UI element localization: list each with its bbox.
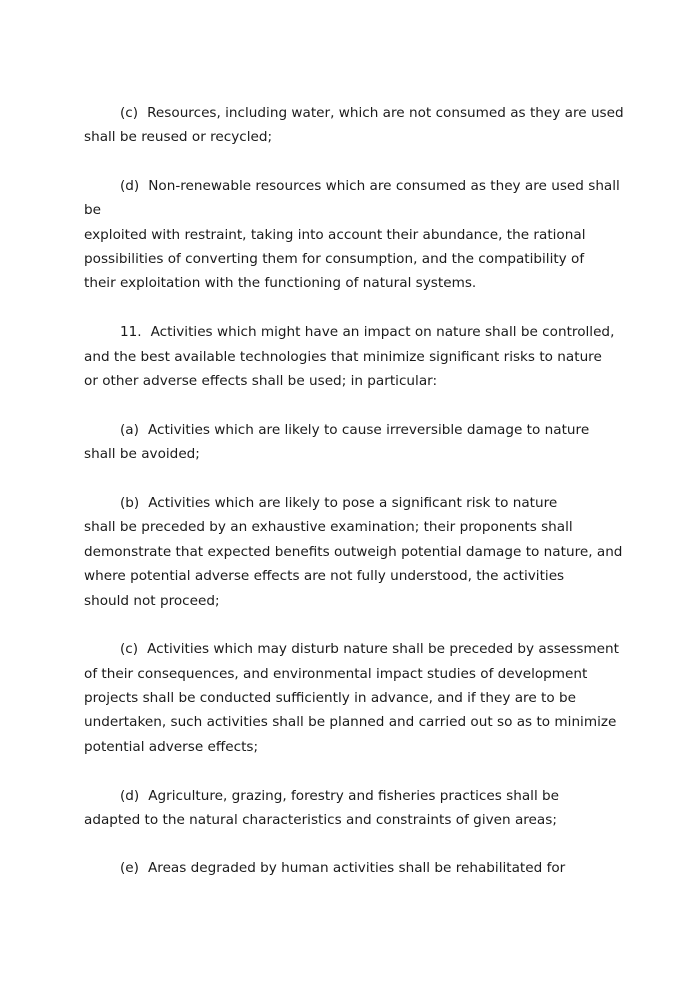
paragraph-line bbox=[120, 421, 589, 439]
paragraph-line: shall be preceded by an exhaustive examination; their proponents shall bbox=[84, 519, 573, 535]
paragraph-line: potential adverse effects; bbox=[84, 739, 259, 755]
paragraph-line: shall be reused or recycled; bbox=[84, 129, 273, 145]
paragraph-text: Areas degraded by human activities shall be rehabilitated for bbox=[147, 860, 566, 876]
paragraph-marker: (a) bbox=[120, 422, 139, 438]
paragraph-text: Resources, including water, which are not consumed as they are used bbox=[147, 105, 624, 121]
paragraph-line: should not proceed; bbox=[84, 593, 220, 609]
paragraph-text: Activities which may disturb nature shall be preceded by assessment bbox=[147, 641, 619, 657]
paragraph-line bbox=[120, 494, 557, 512]
paragraph-line bbox=[120, 104, 624, 122]
paragraph-line: projects shall be conducted sufficiently in advance, and if they are to be bbox=[84, 690, 576, 706]
paragraph-line bbox=[120, 640, 619, 658]
paragraph-text: Activities which are likely to cause irreversible damage to nature bbox=[147, 422, 590, 438]
paragraph-line: be bbox=[84, 202, 101, 218]
paragraph-line bbox=[120, 787, 559, 805]
paragraph-line bbox=[120, 859, 565, 877]
paragraph-line bbox=[120, 323, 614, 341]
paragraph-line: adapted to the natural characteristics and constraints of given areas; bbox=[84, 812, 557, 828]
paragraph-marker: (d) bbox=[120, 788, 140, 804]
paragraph-line: possibilities of converting them for consumption, and the compatibility of bbox=[84, 251, 585, 267]
paragraph-line: their exploitation with the functioning of natural systems. bbox=[84, 275, 477, 291]
paragraph-line: demonstrate that expected benefits outweigh potential damage to nature, and bbox=[84, 544, 623, 560]
paragraph-line: of their consequences, and environmental impact studies of development bbox=[84, 666, 588, 682]
paragraph-text: Agriculture, grazing, forestry and fisheries practices shall be bbox=[148, 788, 560, 804]
paragraph-line bbox=[120, 177, 620, 195]
paragraph-line: shall be avoided; bbox=[84, 446, 200, 462]
paragraph-marker: 11. bbox=[120, 324, 142, 340]
paragraph-marker: (c) bbox=[120, 105, 139, 121]
paragraph-line: and the best available technologies that minimize significant risks to nature bbox=[84, 349, 602, 365]
paragraph-marker: (b) bbox=[120, 495, 140, 511]
paragraph-line: where potential adverse effects are not fully understood, the activities bbox=[84, 568, 565, 584]
paragraph-line: exploited with restraint, taking into account their abundance, the rational bbox=[84, 227, 586, 243]
paragraph-text: Non-renewable resources which are consumed as they are used shall bbox=[148, 178, 620, 194]
paragraph-marker: (e) bbox=[120, 860, 139, 876]
paragraph-marker: (c) bbox=[120, 641, 139, 657]
paragraph-line: or other adverse effects shall be used; in particular: bbox=[84, 373, 438, 389]
paragraph-text: Activities which might have an impact on nature shall be controlled, bbox=[150, 324, 615, 340]
paragraph-text: Activities which are likely to pose a significant risk to nature bbox=[148, 495, 558, 511]
paragraph-line: undertaken, such activities shall be planned and carried out so as to minimize bbox=[84, 714, 617, 730]
paragraph-marker: (d) bbox=[120, 178, 140, 194]
